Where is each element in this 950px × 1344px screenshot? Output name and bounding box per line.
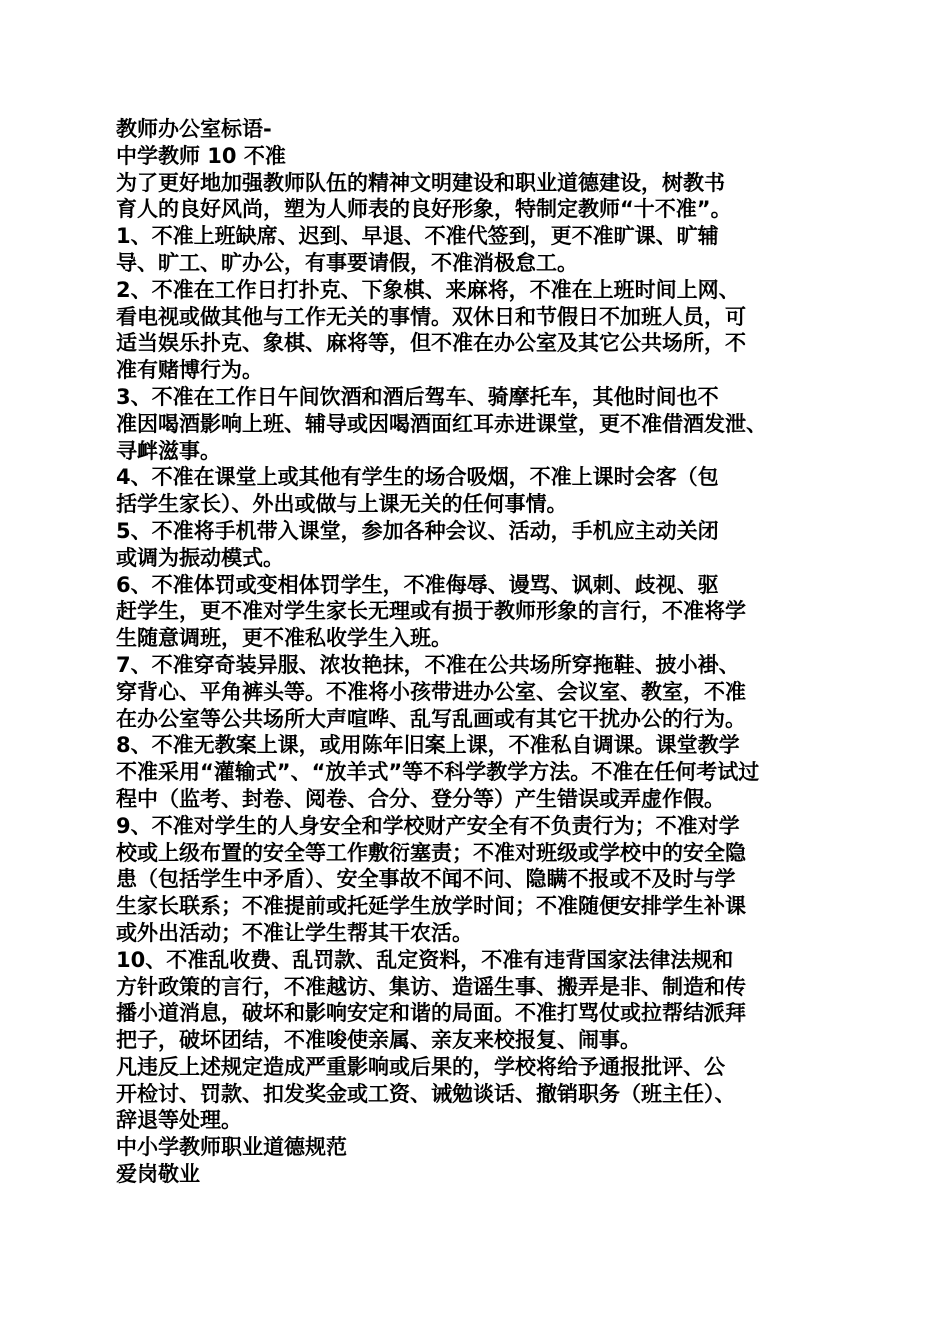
body-line: 开检讨、罚款、扣发奖金或工资、诫勉谈话、撤销职务（班主任）、 [116, 1081, 736, 1106]
document-subtitle: 中学教师 10 不准 [116, 143, 286, 168]
body-line: 7、不准穿奇装异服、浓妆艳抹，不准在公共场所穿拖鞋、披小褂、 [116, 652, 740, 677]
body-line: 赶学生，更不准对学生家长无理或有损于教师形象的言行，不准将学 [116, 599, 746, 624]
body-line: 8、不准无教案上课，或用陈年旧案上课，不准私自调课。课堂教学 [116, 733, 740, 758]
body-line: 程中（监考、封卷、阅卷、合分、登分等）产生错误或弄虚作假。 [116, 786, 725, 811]
body-line: 或调为振动模式。 [116, 545, 284, 570]
body-line: 辞退等处理。 [116, 1108, 242, 1133]
body-line: 为了更好地加强教师队伍的精神文明建设和职业道德建设，树教书 [116, 170, 725, 195]
body-line: 凡违反上述规定造成严重影响或后果的，学校将给予通报批评、公 [116, 1054, 725, 1079]
body-line: 校或上级布置的安全等工作敷衍塞责；不准对班级或学校中的安全隐 [116, 840, 746, 865]
body-line: 3、不准在工作日午间饮酒和酒后驾车、骑摩托车，其他时间也不 [116, 384, 719, 409]
body-line: 或外出活动；不准让学生帮其干农活。 [116, 920, 473, 945]
body-line: 9、不准对学生的人身安全和学校财产安全有不负责行为；不准对学 [116, 813, 740, 838]
body-line: 5、不准将手机带入课堂，参加各种会议、活动，手机应主动关闭 [116, 518, 719, 543]
body-line: 2、不准在工作日打扑克、下象棋、来麻将，不准在上班时间上网、 [116, 277, 740, 302]
body-line: 适当娱乐扑克、象棋、麻将等，但不准在办公室及其它公共场所，不 [116, 331, 746, 356]
body-line: 6、不准体罚或变相体罚学生，不准侮辱、谩骂、讽刺、歧视、驱 [116, 572, 719, 597]
body-line: 育人的良好风尚，塑为人师表的良好形象，特制定教师“十不准”。 [116, 197, 732, 222]
body-line: 不准采用“灌输式”、“放羊式”等不科学教学方法。不准在任何考试过 [116, 760, 760, 785]
body-line: 播小道消息，破坏和影响安定和谐的局面。不准打骂仗或拉帮结派拜 [116, 1001, 746, 1026]
body-line: 4、不准在课堂上或其他有学生的场合吸烟，不准上课时会客（包 [116, 465, 719, 490]
section-subheading: 爱岗敬业 [116, 1162, 200, 1187]
body-line: 在办公室等公共场所大声喧哗、乱写乱画或有其它干扰办公的行为。 [116, 706, 746, 731]
section-heading: 中小学教师职业道德规范 [116, 1135, 347, 1160]
body-line: 患（包括学生中矛盾）、安全事故不闻不问、隐瞒不报或不及时与学 [116, 867, 736, 892]
body-line: 1、不准上班缺席、迟到、早退、不准代签到，更不准旷课、旷辅 [116, 224, 719, 249]
body-line: 方针政策的言行，不准越访、集访、造谣生事、搬弄是非、制造和传 [116, 974, 746, 999]
body-line: 寻衅滋事。 [116, 438, 221, 463]
body-line: 10、不准乱收费、乱罚款、乱定资料，不准有违背国家法律法规和 [116, 947, 734, 972]
body-line: 括学生家长）、外出或做与上课无关的任何事情。 [116, 492, 568, 517]
body-line: 导、旷工、旷办公，有事要请假，不准消极怠工。 [116, 250, 578, 275]
body-line: 准有赌博行为。 [116, 358, 263, 383]
document-title: 教师办公室标语- [116, 117, 272, 141]
body-line: 准因喝酒影响上班、辅导或因喝酒面红耳赤进课堂，更不准借酒发泄、 [116, 411, 767, 436]
body-line: 把子，破坏团结，不准唆使亲属、亲友来校报复、闹事。 [116, 1028, 641, 1053]
body-line: 穿背心、平角裤头等。不准将小孩带进办公室、会议室、教室，不准 [116, 679, 746, 704]
body-line: 生随意调班，更不准私收学生入班。 [116, 626, 452, 651]
document-body [116, 116, 836, 1188]
body-line: 看电视或做其他与工作无关的事情。双休日和节假日不加班人员，可 [116, 304, 746, 329]
body-line: 生家长联系；不准提前或托延学生放学时间；不准随便安排学生补课 [116, 894, 746, 919]
